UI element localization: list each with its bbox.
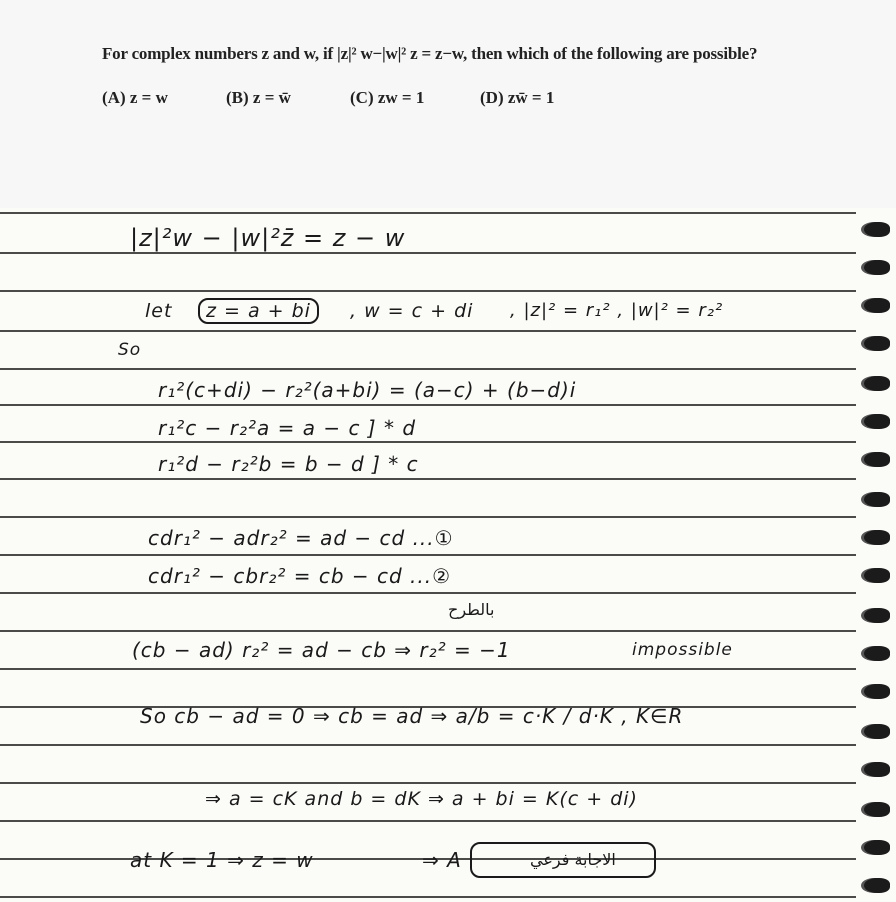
- impossible-note: impossible: [632, 640, 733, 660]
- spiral-ring-icon: [864, 336, 890, 351]
- option-c: (C) zw = 1: [350, 88, 425, 107]
- spiral-ring-icon: [864, 646, 890, 661]
- spiral-ring-icon: [864, 298, 890, 313]
- z-definition: z = a + bi: [198, 298, 319, 324]
- w-definition: , w = c + di: [350, 300, 474, 322]
- modulus-definitions: , |z|² = r₁² , |w|² = r₂²: [510, 300, 724, 321]
- equation-line: |z|²w − |w|²z̄ = z − w: [130, 224, 406, 252]
- imag-part-equation: r₁²d − r₂²b = b − d ] * c: [158, 452, 419, 476]
- spiral-ring-icon: [864, 452, 890, 467]
- spiral-ring-icon: [864, 492, 890, 507]
- question-text: For complex numbers z and w, if |z|² w−|w|² z = z−w, then which of the following are possible?: [102, 44, 758, 63]
- spiral-ring-icon: [864, 762, 890, 777]
- option-a: (A) z = w: [102, 88, 168, 107]
- option-b: (B) z = w̄: [226, 88, 291, 107]
- spiral-ring-icon: [864, 260, 890, 275]
- let-label: let: [145, 300, 173, 322]
- spiral-ring-icon: [864, 530, 890, 545]
- expanded-equation: r₁²(c+di) − r₂²(a+bi) = (a−c) + (b−d)i: [158, 378, 577, 402]
- equation-1: cdr₁² − adr₂² = ad − cd ...①: [148, 526, 454, 550]
- spiral-ring-icon: [864, 414, 890, 429]
- spiral-ring-icon: [864, 840, 890, 855]
- spiral-ring-icon: [864, 568, 890, 583]
- real-part-equation: r₁²c − r₂²a = a − c ] * d: [158, 416, 417, 440]
- proportional-line: ⇒ a = cK and b = dK ⇒ a + bi = K(c + di): [205, 788, 638, 810]
- equation-2: cdr₁² − cbr₂² = cb − cd ...②: [148, 564, 452, 588]
- answer-arrow: ⇒ A: [422, 848, 462, 872]
- question-header: [0, 0, 896, 208]
- ratio-line: So cb − ad = 0 ⇒ cb = ad ⇒ a/b = c·K / d·K , K∈R: [140, 704, 684, 728]
- spiral-ring-icon: [864, 802, 890, 817]
- answer-arabic: الاجابة فرعي: [530, 850, 616, 869]
- spiral-ring-icon: [864, 724, 890, 739]
- subtracted-equation: (cb − ad) r₂² = ad − cb ⇒ r₂² = −1: [132, 638, 511, 662]
- spiral-ring-icon: [864, 222, 890, 237]
- option-d: (D) zw̄ = 1: [480, 88, 555, 107]
- conclusion-line: at K = 1 ⇒ z = w: [130, 848, 314, 872]
- so-label: So: [118, 340, 142, 360]
- spiral-ring-icon: [864, 608, 890, 623]
- spiral-ring-icon: [864, 878, 890, 893]
- spiral-ring-icon: [864, 376, 890, 391]
- spiral-ring-icon: [864, 684, 890, 699]
- subtraction-note: بالطرح: [448, 600, 495, 619]
- notebook-page: [0, 208, 896, 902]
